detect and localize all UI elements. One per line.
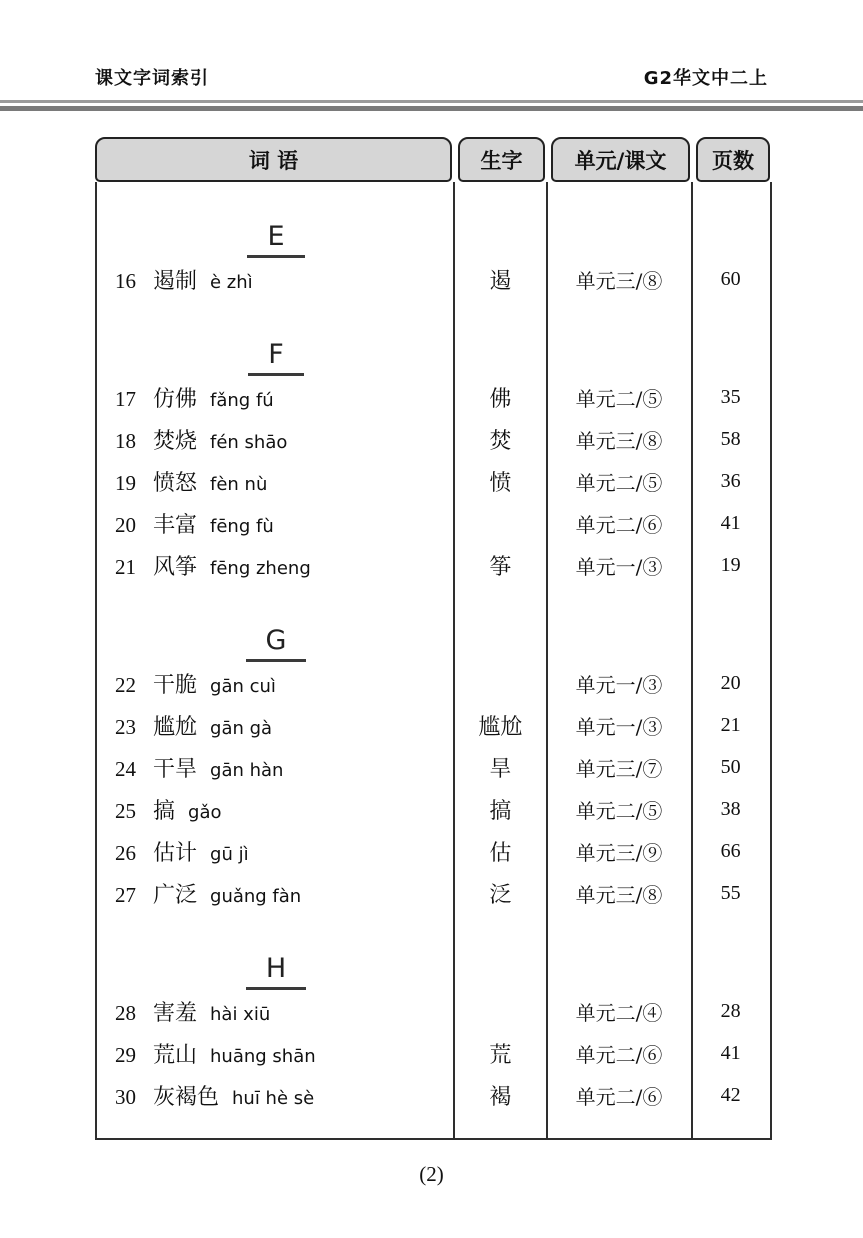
unit-lesson-cell: 单元二/⑤ <box>575 386 663 411</box>
page-number-cell: 35 <box>720 385 741 408</box>
entry-pinyin: gān gà <box>210 717 273 739</box>
page-number-cell: 19 <box>720 553 741 576</box>
header-rule-thin <box>0 100 863 103</box>
table-row <box>97 990 770 1032</box>
entry-number: 21 <box>115 554 136 579</box>
index-section <box>97 944 770 1116</box>
new-char-cell: 泛 <box>489 882 512 908</box>
section-letter-row <box>97 944 455 990</box>
unit-lesson-cell: 单元二/⑥ <box>575 1084 663 1109</box>
new-char-cell: 旱 <box>489 756 512 782</box>
entry-pinyin: gān cuì <box>210 675 276 697</box>
entry-word: 害羞 <box>153 1000 198 1026</box>
column-divider <box>691 182 693 1138</box>
entry-pinyin: gān hàn <box>210 759 284 781</box>
page-number-cell: 50 <box>720 755 741 778</box>
entry-word: 灰褐色 <box>153 1084 220 1110</box>
word-cell <box>97 424 454 455</box>
table-row <box>97 1074 770 1116</box>
word-cell <box>97 1080 454 1111</box>
entry-word: 尴尬 <box>153 714 198 740</box>
entry-number: 19 <box>115 470 136 495</box>
section-letter: G <box>246 627 307 662</box>
word-cell <box>97 264 454 295</box>
word-cell <box>97 382 454 413</box>
entry-word: 焚烧 <box>153 428 198 454</box>
table-row <box>97 1032 770 1074</box>
entry-pinyin: fǎng fú <box>210 389 274 411</box>
entry-pinyin: fén shāo <box>210 431 288 453</box>
table-row <box>97 376 770 418</box>
new-char-cell: 荒 <box>489 1042 512 1068</box>
page-number-cell: 41 <box>720 1041 741 1064</box>
word-cell <box>97 996 454 1027</box>
page-header-right: G2华文中二上 <box>643 68 768 89</box>
entry-number: 28 <box>115 1000 136 1025</box>
new-char-cell: 估 <box>489 840 512 866</box>
column-divider <box>453 182 455 1138</box>
column-header-unit-lesson: 单元/课文 <box>551 137 690 182</box>
new-char-cell: 褐 <box>489 1084 512 1110</box>
word-cell <box>97 710 454 741</box>
page-number-footer: (2) <box>419 1162 444 1186</box>
table-row <box>97 544 770 586</box>
new-char-cell: 搞 <box>489 798 512 824</box>
word-cell <box>97 508 454 539</box>
entry-word: 仿佛 <box>153 386 198 412</box>
page-number-cell: 42 <box>720 1083 741 1106</box>
unit-lesson-cell: 单元二/⑥ <box>575 512 663 537</box>
column-header-new-char: 生字 <box>458 137 545 182</box>
unit-lesson-cell: 单元一/③ <box>575 554 663 579</box>
word-cell <box>97 668 454 699</box>
word-cell <box>97 794 454 825</box>
page-number-cell: 28 <box>720 999 741 1022</box>
page-number-cell: 36 <box>720 469 741 492</box>
section-letter: E <box>247 223 304 258</box>
entry-word: 估计 <box>153 840 198 866</box>
table-row <box>97 662 770 704</box>
table-row <box>97 258 770 300</box>
header-rule-thick <box>0 106 863 111</box>
unit-lesson-cell: 单元三/⑧ <box>575 268 663 293</box>
entry-word: 丰富 <box>153 512 198 538</box>
new-char-cell: 焚 <box>489 428 512 454</box>
page-number-cell: 21 <box>720 713 741 736</box>
unit-lesson-cell: 单元三/⑧ <box>575 428 663 453</box>
new-char-cell: 筝 <box>489 554 512 580</box>
page-number-cell: 66 <box>720 839 741 862</box>
entry-pinyin: è zhì <box>210 271 253 293</box>
new-char-cell: 遏 <box>489 268 512 294</box>
page-number-cell: 58 <box>720 427 741 450</box>
entry-number: 25 <box>115 798 136 823</box>
table-row <box>97 704 770 746</box>
unit-lesson-cell: 单元三/⑨ <box>575 840 663 865</box>
entry-pinyin: hài xiū <box>210 1003 271 1025</box>
entry-word: 干脆 <box>153 672 198 698</box>
entry-word: 干旱 <box>153 756 198 782</box>
entry-number: 29 <box>115 1042 136 1067</box>
table-header-row <box>95 137 772 182</box>
column-divider <box>546 182 548 1138</box>
entry-number: 16 <box>115 268 136 293</box>
word-cell <box>97 878 454 909</box>
entry-word: 搞 <box>153 798 176 824</box>
column-header-words: 词 语 <box>95 137 452 182</box>
section-letter: H <box>246 955 306 990</box>
table-row <box>97 418 770 460</box>
section-letter-row <box>97 212 455 258</box>
page-number-cell: 38 <box>720 797 741 820</box>
page-number-cell: 41 <box>720 511 741 534</box>
unit-lesson-cell: 单元三/⑦ <box>575 756 663 781</box>
entry-number: 22 <box>115 672 136 697</box>
entry-pinyin: fèn nù <box>210 473 268 495</box>
entry-pinyin: fēng fù <box>210 515 274 537</box>
unit-lesson-cell: 单元二/⑥ <box>575 1042 663 1067</box>
new-char-cell: 尴尬 <box>478 714 523 740</box>
table-row <box>97 502 770 544</box>
word-cell <box>97 550 454 581</box>
entry-number: 30 <box>115 1084 136 1109</box>
new-char-cell: 愤 <box>489 470 512 496</box>
index-section <box>97 616 770 914</box>
entry-pinyin: huī hè sè <box>232 1087 315 1109</box>
page-header-left: 课文字词索引 <box>95 68 209 89</box>
page-number-cell: 55 <box>720 881 741 904</box>
entry-pinyin: fēng zheng <box>210 557 311 579</box>
entry-word: 遏制 <box>153 268 198 294</box>
page-number-cell: 20 <box>720 671 741 694</box>
word-cell <box>97 466 454 497</box>
entry-number: 27 <box>115 882 136 907</box>
entry-pinyin: gū jì <box>210 843 249 865</box>
word-cell <box>97 836 454 867</box>
table-body <box>95 182 772 1140</box>
entry-word: 广泛 <box>153 882 198 908</box>
vocab-index-table <box>95 137 772 1140</box>
entry-number: 20 <box>115 512 136 537</box>
section-letter: F <box>248 341 304 376</box>
word-cell <box>97 1038 454 1069</box>
unit-lesson-cell: 单元二/④ <box>575 1000 663 1025</box>
unit-lesson-cell: 单元二/⑤ <box>575 470 663 495</box>
entry-pinyin: huāng shān <box>210 1045 316 1067</box>
unit-lesson-cell: 单元三/⑧ <box>575 882 663 907</box>
entry-pinyin: guǎng fàn <box>210 885 302 907</box>
word-cell <box>97 752 454 783</box>
entry-number: 24 <box>115 756 136 781</box>
section-letter-row <box>97 616 455 662</box>
page-number-cell: 60 <box>720 267 741 290</box>
section-letter-row <box>97 330 455 376</box>
unit-lesson-cell: 单元一/③ <box>575 714 663 739</box>
index-section <box>97 212 770 300</box>
unit-lesson-cell: 单元一/③ <box>575 672 663 697</box>
table-row <box>97 746 770 788</box>
entry-word: 风筝 <box>153 554 198 580</box>
entry-number: 26 <box>115 840 136 865</box>
entry-pinyin: gǎo <box>188 801 222 823</box>
column-header-page-no: 页数 <box>696 137 770 182</box>
table-row <box>97 830 770 872</box>
entry-number: 17 <box>115 386 136 411</box>
index-section <box>97 330 770 586</box>
table-row <box>97 788 770 830</box>
table-row <box>97 872 770 914</box>
entry-number: 18 <box>115 428 136 453</box>
table-row <box>97 460 770 502</box>
entry-word: 荒山 <box>153 1042 198 1068</box>
new-char-cell: 佛 <box>489 386 512 412</box>
unit-lesson-cell: 单元二/⑤ <box>575 798 663 823</box>
entry-word: 愤怒 <box>153 470 198 496</box>
entry-number: 23 <box>115 714 136 739</box>
